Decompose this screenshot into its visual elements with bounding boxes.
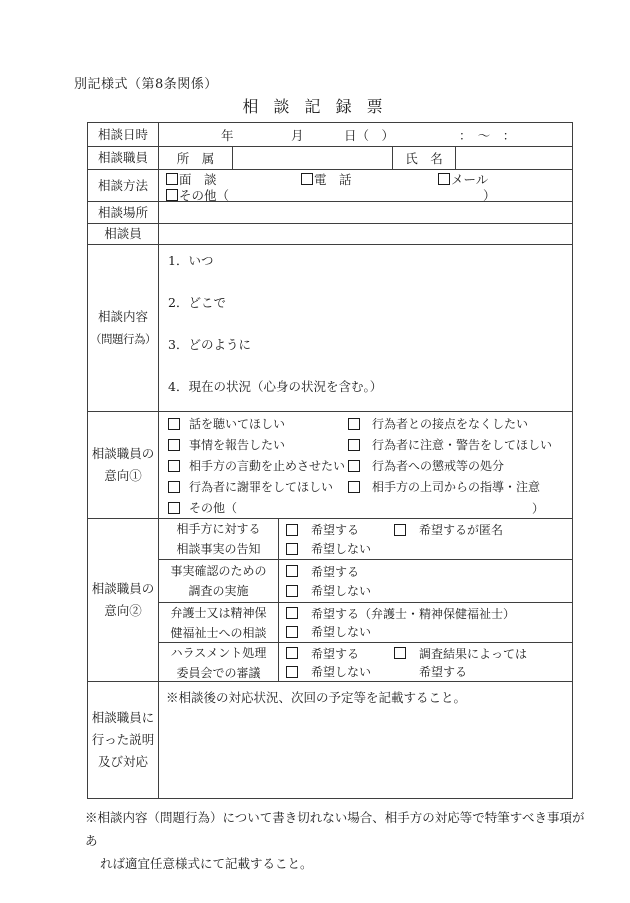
method-options-area	[159, 170, 572, 201]
subrow-options	[279, 560, 572, 602]
option-label: 希望しない	[311, 665, 372, 680]
checkbox-icon	[286, 565, 298, 577]
method-other-close-paren: ）	[483, 187, 496, 203]
method-option-email	[438, 170, 488, 188]
checkbox-icon	[348, 460, 360, 472]
subrow-option-line	[279, 605, 572, 622]
option-label: 希望しない	[311, 542, 372, 556]
name-label: 氏 名	[393, 147, 456, 169]
subrow-option-line	[279, 623, 572, 640]
intention1-option-line	[159, 455, 572, 476]
intention1-options-area	[159, 412, 572, 518]
option-label: 行為者に謝罪をしてほしい	[189, 480, 334, 494]
subrow-options	[279, 603, 572, 642]
subrow-name-line2: 相談事実の告知	[176, 542, 261, 556]
row-staff-intention-2	[88, 518, 572, 681]
checkbox-icon	[348, 418, 360, 430]
intention2-subrow-committee-review	[159, 642, 572, 682]
checkbox-icon	[286, 607, 298, 619]
method-option-phone	[301, 170, 438, 188]
form-reference: 別記様式（第8条関係）	[74, 77, 218, 92]
counselor-input-area	[159, 224, 572, 244]
day-unit-label: 日（ ）	[344, 127, 395, 143]
intention1-option	[168, 457, 348, 474]
checkbox-icon	[168, 481, 180, 493]
content-item-current-status: 4．現在の状況（心身の状況を含む。）	[168, 379, 383, 394]
subrow-option-line	[279, 540, 572, 557]
checkbox-icon	[166, 189, 178, 201]
subrow-name-line2: 健福祉士への相談	[170, 625, 267, 640]
checkbox-icon	[166, 173, 178, 185]
intention1-option	[348, 478, 540, 495]
explanation-instruction-note: ※相談後の対応状況、次回の予定等を記載すること。	[166, 690, 467, 705]
row-consultation-method	[88, 169, 572, 201]
method-option-label: メール	[451, 172, 489, 187]
intention2-subtable	[159, 519, 572, 681]
intention1-option	[348, 457, 504, 474]
checkbox-icon	[286, 666, 298, 678]
explanation-label-line3: 及び対応	[97, 754, 148, 769]
option-label: 相手方の上司からの指導・注意	[372, 480, 541, 494]
intention2-label-line1: 相談職員の	[91, 581, 155, 596]
checkbox-icon	[286, 647, 298, 659]
option-label: 希望しない	[311, 584, 372, 599]
option-label: 調査結果によっては	[419, 646, 528, 661]
intention1-row-label	[88, 412, 159, 518]
place-row-label: 相談場所	[88, 202, 159, 223]
row-consultation-place	[88, 201, 572, 223]
row-consultation-staff	[88, 146, 572, 169]
affiliation-label: 所 属	[159, 147, 233, 169]
place-input-area	[159, 202, 572, 223]
checkbox-icon	[168, 439, 180, 451]
row-consultation-content	[88, 244, 572, 411]
affiliation-input-area	[233, 147, 393, 169]
explanation-label-line1: 相談職員に	[91, 710, 155, 725]
intention1-option	[348, 436, 552, 453]
checkbox-icon	[286, 524, 298, 536]
content-label-line2: （問題行為）	[90, 332, 156, 346]
option-label: 行為者への懲戒等の処分	[372, 459, 505, 473]
subrow-options	[279, 519, 572, 559]
checkbox-icon	[348, 439, 360, 451]
page-title: 相 談 記 録 票	[242, 97, 388, 116]
method-row-label: 相談方法	[88, 170, 159, 201]
method-other-label: その他（	[179, 187, 230, 203]
option-label: 希望する	[311, 646, 360, 661]
footer-note-line1: ※相談内容（問題行為）について書き切れない場合、相手方の対応等で特筆すべき事項があ	[85, 810, 585, 848]
subrow-name-line1: 事実確認のための	[170, 564, 267, 578]
subrow-option-secondary	[394, 645, 527, 662]
method-options-line	[159, 170, 572, 187]
subrow-name	[159, 560, 279, 602]
checkbox-icon	[168, 460, 180, 472]
subrow-option-line	[279, 521, 572, 538]
content-item-when: 1．いつ	[168, 253, 214, 268]
subrow-name-line2: 委員会での審議	[176, 665, 261, 680]
footer-note-line2: れば適宜任意様式にて記載すること。	[100, 856, 313, 871]
explanation-label-line2: 行った説明	[91, 732, 155, 747]
counselor-row-label: 相談員	[88, 224, 159, 244]
subrow-option-line	[279, 563, 572, 580]
subrow-name-line1: ハラスメント処理	[170, 645, 267, 660]
method-option-label: 電 話	[314, 172, 352, 187]
content-item-how: 3．どのように	[168, 337, 251, 352]
method-option-label: 面 談	[179, 172, 217, 187]
name-input-area	[456, 147, 572, 169]
option-continuation-label: 希望する	[419, 665, 468, 680]
option-label: 事情を報告したい	[189, 438, 286, 452]
subrow-name-line2: 調査の実施	[188, 584, 249, 598]
intention2-subrow-lawyer-consult	[159, 602, 572, 642]
explanation-entry-area	[159, 682, 572, 798]
intention1-option	[168, 436, 348, 453]
checkbox-icon	[301, 173, 313, 185]
checkbox-icon	[438, 173, 450, 185]
content-label-line1: 相談内容	[97, 309, 148, 324]
option-label: 希望するが匿名	[419, 523, 504, 537]
month-unit-label: 月	[291, 127, 304, 143]
intention1-label-line1: 相談職員の	[91, 446, 155, 461]
checkbox-icon	[286, 585, 298, 597]
intention1-option-line	[159, 476, 572, 497]
option-label: 行為者に注意・警告をしてほしい	[372, 438, 553, 452]
intention1-option	[168, 415, 348, 432]
checkbox-icon	[394, 647, 406, 659]
row-staff-intention-1	[88, 411, 572, 518]
datetime-row-label: 相談日時	[88, 123, 159, 146]
footer-note	[85, 806, 585, 875]
row-counselor	[88, 223, 572, 244]
subrow-name	[159, 519, 279, 559]
checkbox-icon	[168, 418, 180, 430]
row-consultation-datetime	[88, 123, 572, 146]
subrow-option-line	[279, 663, 572, 680]
subrow-name-line1: 弁護士又は精神保	[170, 605, 267, 620]
subrow-name	[159, 603, 279, 642]
intention2-subrow-notification	[159, 519, 572, 559]
subrow-option-line	[279, 645, 572, 662]
subrow-options	[279, 643, 572, 682]
intention1-option-line	[159, 434, 572, 455]
checkbox-icon	[286, 626, 298, 638]
subrow-name-line1: 相手方に対する	[176, 522, 261, 536]
staff-entry-area	[159, 147, 572, 169]
checkbox-icon	[394, 524, 406, 536]
subrow-option-secondary	[394, 521, 503, 538]
subrow-option-line	[279, 582, 572, 599]
content-entry-area	[159, 245, 572, 411]
option-label: 希望する	[311, 564, 360, 579]
intention1-other-close-paren: ）	[531, 501, 544, 515]
year-unit-label: 年	[221, 127, 234, 143]
subrow-name	[159, 643, 279, 682]
option-label: その他（	[189, 501, 238, 515]
option-label: 相手方の言動を止めさせたい	[189, 459, 346, 473]
explanation-row-label	[88, 682, 159, 798]
intention1-option	[168, 478, 348, 495]
checkbox-icon	[348, 481, 360, 493]
option-label: 希望しない	[311, 625, 372, 640]
checkbox-icon	[286, 543, 298, 555]
intention1-option-other	[159, 497, 572, 518]
intention1-label-line2: 意向①	[104, 468, 142, 483]
option-label: 希望する（弁護士・精神保健福祉士）	[311, 606, 516, 621]
intention2-label-line2: 意向②	[104, 603, 142, 618]
intention1-option-line	[159, 413, 572, 434]
intention2-subrow-investigation	[159, 559, 572, 602]
option-label: 話を聴いてほしい	[189, 417, 286, 431]
row-explanation-response	[88, 681, 572, 798]
intention2-row-label	[88, 519, 159, 681]
staff-row-label: 相談職員	[88, 147, 159, 169]
checkbox-icon	[168, 502, 180, 514]
option-label: 希望する	[311, 523, 360, 537]
time-range-label: ： ～ ：	[459, 127, 516, 143]
consultation-record-table	[87, 122, 573, 799]
intention1-option	[348, 415, 528, 432]
option-label: 行為者との接点をなくしたい	[372, 417, 529, 431]
content-item-where: 2．どこで	[168, 295, 226, 310]
method-option-other	[159, 187, 572, 202]
content-row-label	[88, 245, 159, 411]
intention1-option	[168, 499, 348, 516]
datetime-entry-area	[159, 123, 572, 146]
